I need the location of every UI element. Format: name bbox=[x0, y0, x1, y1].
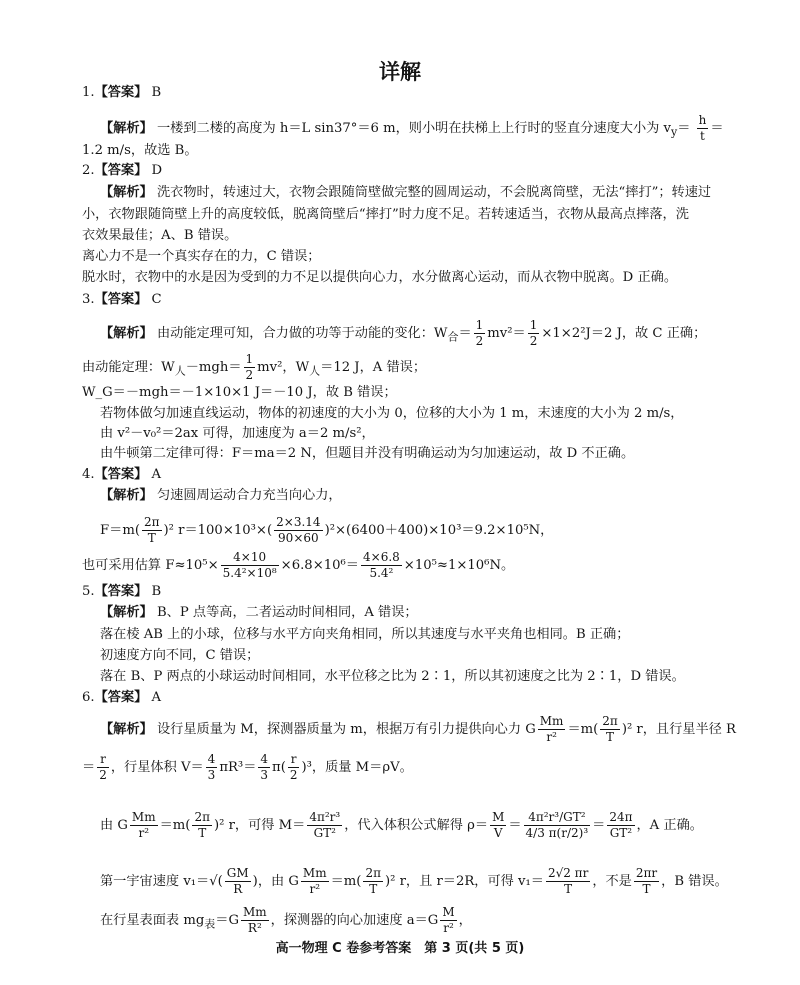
fraction: $\frac{h}{t}$ bbox=[698, 113, 707, 143]
q3-analysis-line-4: 若物体做匀加速直线运动，物体的初速度的大小为 0，位移的大小为 1 m，末速度的大小为 2 m/s， bbox=[100, 406, 684, 421]
q5-answer-line: 5.【答案】 B bbox=[82, 584, 162, 599]
q6-answer-line: 6.【答案】 A bbox=[82, 690, 162, 705]
q2-answer: D bbox=[151, 163, 163, 178]
q3-analysis-line-2: 由动能定理：$W_人-mgh=$ $\frac{1}{2}$ mv²，$W_人=12$ J，A 错误； bbox=[82, 352, 427, 382]
q5-analysis-line-3: 初速度方向不同，C 错误； bbox=[100, 648, 260, 663]
q2-analysis-line-2: 小，衣物跟随筒壁上升的高度较低，脱离筒壁后“摔打”时力度不足。若转速适当，衣物从最高点摔落，洗 bbox=[82, 207, 689, 222]
q2-analysis-line-1: 【解析】 洗衣物时，转速过大，衣物会跟随筒壁做完整的圆周运动，不会脱离筒壁，无法“摔打”；转速过 bbox=[100, 185, 712, 200]
q1-answer-line bbox=[82, 84, 161, 102]
q2-analysis-line-5: 脱水时，衣物中的水是因为受到的力不足以提供向心力，水分做离心运动，而从衣物中脱离。D 正确。 bbox=[82, 270, 678, 285]
q2-analysis-line-3: 衣效果最佳；A、B 错误。 bbox=[82, 228, 238, 243]
q1-number: 1. bbox=[82, 85, 95, 100]
q3-analysis-line-5: 由 v²－v₀²＝2ax 可得，加速度为 a＝2 m/s²， bbox=[100, 426, 375, 441]
q4-answer: A bbox=[151, 467, 162, 482]
q4-analysis-line-2: F＝m( $\frac{2\pi}{T}$ )² r＝100×10³×( $\frac{2\times 3.14}{90\times 60}$ )²×(6400＋400)×10³＝9.2×10⁵N， bbox=[100, 515, 554, 545]
q3-analysis-line-1: 【解析】 由动能定理可知，合力做的功等于动能的变化：$W_合=$ $\frac{1}{2}$ mv²＝ $\frac{1}{2}$ ×1×2²J＝2 J，故 C 正确； bbox=[100, 318, 707, 348]
q6-analysis-line-5: 在行星表面表 $mg_表=G$ $\frac{Mm}{\text{R²}}$ ，探测器的向心加速度 a＝G $\frac{M}{\text{r²}}$ ， bbox=[100, 905, 472, 935]
q6-analysis-line-3: 由 G $\frac{Mm}{\text{r²}}$ ＝m( $\frac{2\pi}{T}$ )² r，可得 M＝ $\frac{\text{4π²r³}}{\text{GT²}}$ ，代入体积公式解得 ρ＝ $\frac{M}{V}$ ＝ $\frac{\text{4π²r³/GT²}}{\text{4/3 π(r/2)³}}$ ＝ $\frac{24\pi}{\text{GT²}}$ ，A 正确。 bbox=[100, 810, 703, 840]
q5-analysis-line-2: 落在棱 AB 上的小球，位移与水平方向夹角相同，所以其速度与水平夹角也相同。B 正确； bbox=[100, 627, 630, 642]
q4-analysis-line-3: 也可采用估算 F≈10⁵× $\frac{4\times 10}{\text{5.4²×10⁸}}$ ×6.8×10⁶＝ $\frac{4\times 6.8}{\text{5.4²}}$ ×10⁵≈1×10⁶N。 bbox=[82, 550, 515, 580]
q4-answer-line: 4.【答案】 A bbox=[82, 467, 162, 482]
page-footer: 高一物理 C 卷参考答案 第 3 页(共 5 页) bbox=[275, 941, 525, 956]
q3-answer-line: 3.【答案】 C bbox=[82, 292, 162, 307]
q1-analysis-label: 【解析】 bbox=[100, 121, 153, 136]
q6-answer: A bbox=[151, 690, 162, 705]
q2-answer-line: 2.【答案】 D bbox=[82, 163, 163, 178]
q3-analysis-line-6: 由牛顿第二定律可得：F＝ma＝2 N，但题目并没有明确运动为匀加速运动，故 D 不正确。 bbox=[100, 446, 635, 461]
q2-analysis-line-4: 离心力不是一个真实存在的力，C 错误； bbox=[82, 249, 321, 264]
q3-analysis-line-3: W_G＝－mgh＝－1×10×1 J＝－10 J，故 B 错误； bbox=[82, 385, 397, 400]
q1-analysis-line-2: 1.2 m/s，故选 B。 bbox=[82, 143, 198, 158]
q1-answer-label: 【答案】 bbox=[94, 85, 148, 100]
q1-answer: B bbox=[151, 85, 162, 100]
q6-analysis-line-2: ＝ $\frac{r}{2}$ ，行星体积 V＝ $\frac{4}{3}$ πR³＝ $\frac{4}{3}$ π( $\frac{r}{2}$ )³，质量 M＝ρV。 bbox=[82, 752, 413, 782]
q6-analysis-line-4: 第一宇宙速度 v₁＝√( $\frac{GM}{R}$ )，由 G $\frac{Mm}{\text{r²}}$ ＝m( $\frac{2\pi}{T}$ )² r，且 r＝2R，可得 v₁＝ $\frac{2√2 \pi r}{T}$ ，不是 $\frac{2\pi r}{T}$ ，B 错误。 bbox=[100, 866, 728, 896]
q5-analysis-line-1: 【解析】 B、P 点等高，二者运动时间相同，A 错误； bbox=[100, 605, 418, 620]
q6-analysis-line-1: 【解析】 设行星质量为 M，探测器质量为 m，根据万有引力提供向心力 G $\frac{Mm}{\text{r²}}$ ＝m( $\frac{2\pi}{T}$ )² r，且行星半径 R bbox=[100, 714, 736, 744]
q1-analysis-line-1: 【解析】 一楼到二楼的高度为 h＝L sin37°＝6 m，则小明在扶梯上上行时的竖直分速度大小为 $v_y=$ $\frac{h}{t}$ ＝ bbox=[100, 113, 724, 143]
q3-answer: C bbox=[151, 292, 162, 307]
q5-answer: B bbox=[151, 584, 162, 599]
page-title: 详解 bbox=[379, 60, 421, 84]
q4-analysis-line-1: 【解析】 匀速圆周运动合力充当向心力， bbox=[100, 488, 342, 503]
q5-analysis-line-4: 落在 B、P 两点的小球运动时间相同，水平位移之比为 2∶1，所以其初速度之比为 2∶1，D 错误。 bbox=[100, 669, 685, 684]
